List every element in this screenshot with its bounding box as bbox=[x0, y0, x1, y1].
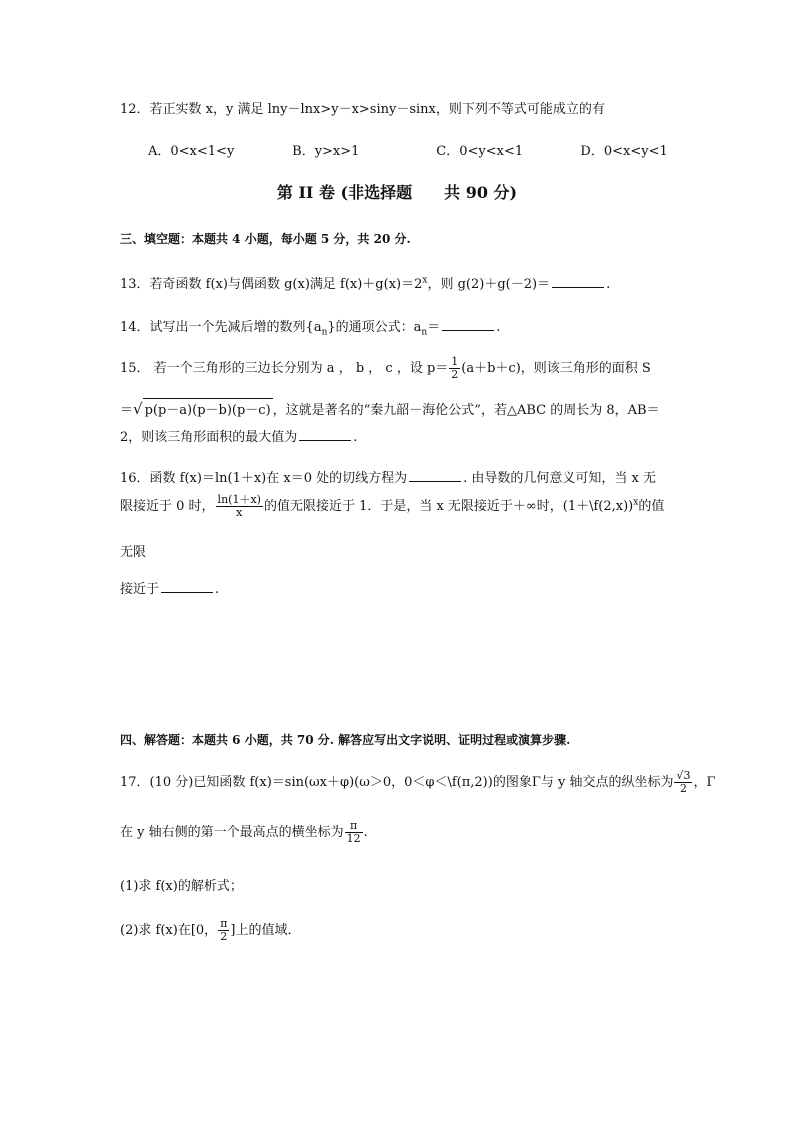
sqrt-icon: √ bbox=[133, 400, 143, 418]
q17-p2-b: ]上的值域． bbox=[230, 923, 301, 938]
q16-line2-b: 的值无限接近于 1．于是，当 x 无限接近于＋∞时，(1＋\f(2,x)) bbox=[263, 499, 634, 514]
q12-option-b: B．y>x>1 bbox=[292, 144, 360, 159]
q16-sup: x bbox=[633, 497, 639, 508]
q17-part1: (1)求 f(x)的解析式； bbox=[120, 879, 243, 894]
q15-sqrt: p(p－a)(p－b)(p－c) bbox=[143, 398, 273, 418]
q17-part2 bbox=[120, 918, 301, 943]
q15-line2-rest: ，这就是著名的“秦九韶－海伦公式”，若△ABC 的周长为 8，AB＝ bbox=[272, 403, 660, 418]
q14-answer-blank[interactable] bbox=[442, 320, 494, 331]
q16-answer-blank-1[interactable] bbox=[409, 471, 461, 482]
q14-end: . bbox=[496, 320, 501, 335]
q16-end: . bbox=[215, 582, 220, 597]
q17-fraction-1: $\frac{√3}{2}$ bbox=[676, 769, 691, 795]
q12-option-c: C．0<y<x<1 bbox=[436, 144, 524, 159]
q14-text-c: ＝ bbox=[427, 320, 441, 335]
q17-fraction-3: $\frac{\pi}{2}$ bbox=[220, 917, 228, 943]
q13-sup: x bbox=[422, 275, 428, 286]
q17-line1 bbox=[120, 770, 716, 795]
q15-end: . bbox=[353, 430, 358, 445]
q14-sub: n bbox=[321, 327, 328, 338]
q16-line2-c: 的值 bbox=[638, 499, 665, 514]
q15-text-a: 15． 若一个三角形的三边长分别为 a ， b ， c ，设 p＝ bbox=[120, 361, 449, 376]
q12-option-d: D．0<x<y<1 bbox=[580, 144, 668, 159]
q16-line1 bbox=[120, 467, 656, 486]
section4-heading: 四、解答题：本题共 6 小题，共 70 分. 解答应写出文字说明、证明过程或演算步骤. bbox=[120, 733, 571, 747]
q15-answer-blank[interactable] bbox=[299, 430, 351, 441]
q16-line2-a: 限接近于 0 时， bbox=[120, 499, 215, 514]
q13-end: . bbox=[606, 277, 611, 292]
q17-line2-end: . bbox=[363, 825, 368, 840]
q14 bbox=[120, 316, 500, 338]
q12-option-a: A．0<x<1<y bbox=[148, 144, 235, 159]
q17-line2-a: 在 y 轴右侧的第一个最高点的横坐标为 bbox=[120, 825, 344, 840]
q16-answer-blank-2[interactable] bbox=[161, 582, 213, 593]
q14-sub2: n bbox=[421, 327, 428, 338]
q13-answer-blank[interactable] bbox=[552, 277, 604, 288]
q14-text-a: 14．试写出一个先减后增的数列{a bbox=[120, 320, 322, 335]
q17-line2 bbox=[120, 820, 368, 845]
section3-heading: 三、填空题：本题共 4 小题，每小题 5 分，共 20 分. bbox=[120, 232, 411, 246]
q15-line2 bbox=[120, 398, 660, 418]
q15-fraction: $\frac{1}{2}$ bbox=[451, 355, 459, 381]
q16-text-a: 16．函数 f(x)＝ln(1＋x)在 x＝0 处的切线方程为 bbox=[120, 471, 408, 486]
q13 bbox=[120, 273, 610, 292]
q17-p2-a: (2)求 f(x)在[0， bbox=[120, 923, 218, 938]
q16-fraction: $\frac{\ln(1+x)}{x}$ bbox=[217, 493, 261, 519]
q13-text-b: ，则 g(2)＋g(－2)＝ bbox=[427, 277, 551, 292]
q16-line2 bbox=[120, 494, 664, 519]
q15-eq: ＝ bbox=[120, 403, 134, 418]
q12-options bbox=[148, 140, 720, 159]
q12-stem: 12．若正实数 x，y 满足 lny－lnx>y－x>siny－sinx，则下列不等式可能成立的有 bbox=[120, 102, 605, 117]
q15-line3 bbox=[120, 426, 357, 445]
q16-line4-text: 接近于 bbox=[120, 582, 160, 597]
q16-text-b: . 由导数的几何意义可知，当 x 无 bbox=[463, 471, 656, 486]
q15-line3-text: 2，则该三角形面积的最大值为 bbox=[120, 430, 298, 445]
q16-line3: 无限 bbox=[120, 545, 147, 560]
part2-title: 第 II 卷 (非选择题 共 90 分) bbox=[276, 183, 518, 202]
q17-fraction-2: $\frac{\pi}{12}$ bbox=[346, 819, 361, 845]
q17-text-b: ，Γ bbox=[693, 775, 716, 790]
q17-text-a: 17．(10 分)已知函数 f(x)＝sin(ωx＋φ)(ω＞0，0＜φ＜\f(π,2))的图象Γ与 y 轴交点的纵坐标为 bbox=[120, 775, 674, 790]
q16-line4 bbox=[120, 578, 219, 597]
q13-text-a: 13．若奇函数 f(x)与偶函数 g(x)满足 f(x)＋g(x)＝2 bbox=[120, 277, 423, 292]
q15-line1 bbox=[120, 356, 651, 381]
q15-text-b: (a＋b＋c)，则该三角形的面积 S bbox=[461, 361, 651, 376]
q14-text-b: }的通项公式：a bbox=[327, 320, 422, 335]
